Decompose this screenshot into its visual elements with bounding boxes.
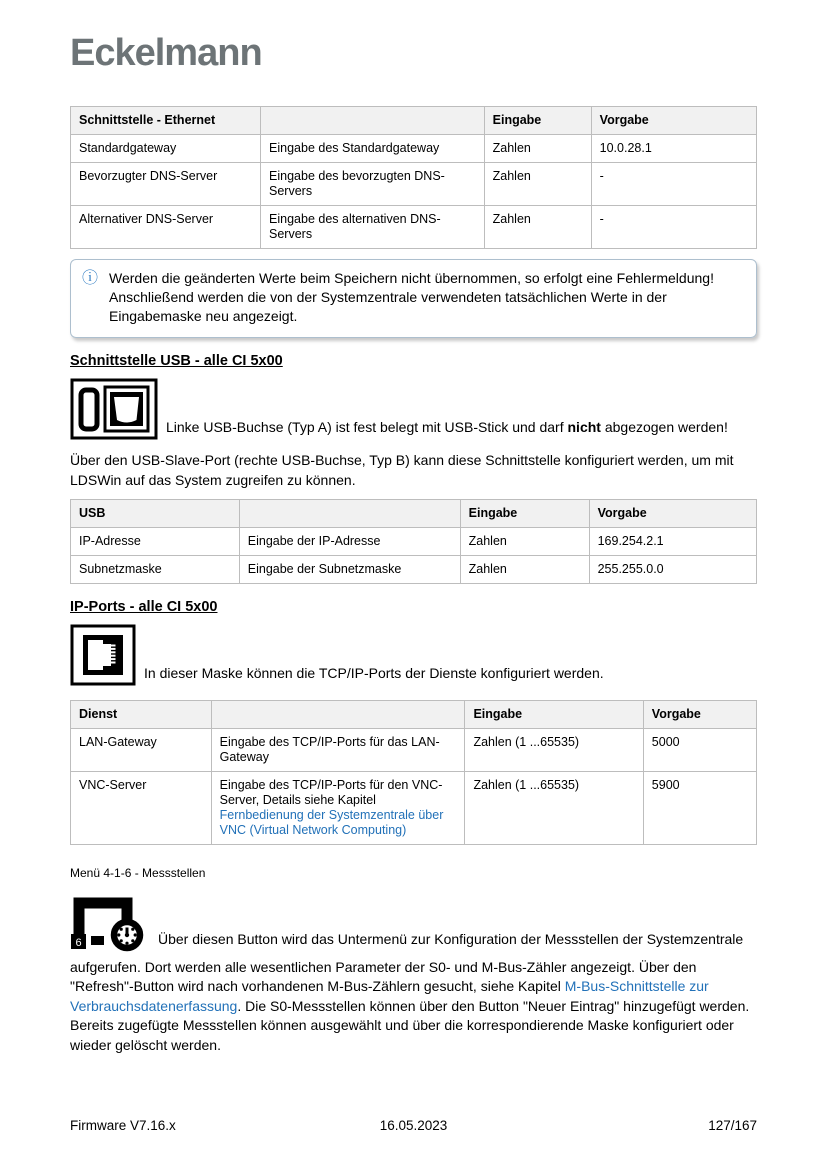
usb-ports-icon <box>70 378 158 445</box>
info-note-text: Werden die geänderten Werte beim Speichern nicht übernommen, so erfolgt eine Fehlermeldung! Anschließend werden die von der Systemzentrale verwendeten tatsächlichen Werte in der Eingabemaske neu angezeigt. <box>109 270 714 324</box>
table-cell: Subnetzmaske <box>71 556 240 584</box>
page-footer <box>70 1118 757 1133</box>
ipports-intro-line <box>70 624 757 691</box>
table-cell: Eingabe des alternativen DNS-Servers <box>261 206 485 249</box>
usb-section-heading: Schnittstelle USB - alle CI 5x00 <box>70 353 283 369</box>
table-cell: Eingabe der Subnetzmaske <box>239 556 460 584</box>
table-row <box>71 772 757 845</box>
usb-settings-table <box>70 499 757 584</box>
table-cell: Bevorzugter DNS-Server <box>71 163 261 206</box>
ethernet-port-icon <box>70 624 136 691</box>
usb-note-bold: nicht <box>567 419 601 435</box>
ipports-section-heading: IP-Ports - alle CI 5x00 <box>70 599 218 615</box>
table-cell: Zahlen <box>484 163 591 206</box>
column-header <box>211 701 465 729</box>
column-header: Vorgabe <box>643 701 756 729</box>
vnc-chapter-link[interactable]: Fernbedienung der Systemzentrale über VNC (Virtual Network Computing) <box>219 808 444 837</box>
column-header: Eingabe <box>460 500 589 528</box>
table-cell: Eingabe des TCP/IP-Ports für das LAN-Gateway <box>211 729 465 772</box>
table-cell: Eingabe der IP-Adresse <box>239 528 460 556</box>
column-header: Eingabe <box>484 107 591 135</box>
usb-paragraph: Über den USB-Slave-Port (rechte USB-Buchse, Typ B) kann diese Schnittstelle konfiguriert werden, um mit LDSWin auf das System zugreifen zu können. <box>70 452 734 488</box>
table-cell: 255.255.0.0 <box>589 556 756 584</box>
column-header: Vorgabe <box>591 107 756 135</box>
table-cell: LAN-Gateway <box>71 729 212 772</box>
table-cell: IP-Adresse <box>71 528 240 556</box>
footer-date: 16.05.2023 <box>379 1118 448 1133</box>
table-cell: VNC-Server <box>71 772 212 845</box>
ipports-intro-text: In dieser Maske können die TCP/IP-Ports der Dienste konfiguriert werden. <box>144 665 604 681</box>
table-row <box>71 206 757 249</box>
meter-badge-number: 6 <box>75 937 82 949</box>
messstellen-text-1: Über diesen Button wird das Untermenü zur Konfiguration der Messstellen der Systemzentrale aufgerufen. Dort werden alle wesentlichen Parameter der S0- und M-Bus-Zähler angezeigt. Über den "Refresh"-Button wird nach vorhandenen M-Bus-Zählern gesucht, siehe Kapitel <box>70 931 744 994</box>
menu-caption: Menü 4-1-6 - Messstellen <box>70 866 206 880</box>
eckelmann-logo: Eckelmann <box>70 32 262 74</box>
table-cell: 10.0.28.1 <box>591 135 756 163</box>
table-cell: Eingabe des Standardgateway <box>261 135 485 163</box>
table-cell: Zahlen (1 ...65535) <box>465 729 643 772</box>
column-header: Vorgabe <box>589 500 756 528</box>
table-cell <box>211 772 465 845</box>
table-header-row <box>71 107 757 135</box>
table-row <box>71 729 757 772</box>
table-cell: Zahlen <box>484 135 591 163</box>
table-row <box>71 135 757 163</box>
usb-note-line <box>70 378 757 445</box>
table-cell: 169.254.2.1 <box>589 528 756 556</box>
footer-page-number: 127/167 <box>708 1118 757 1133</box>
table-header-row <box>71 500 757 528</box>
usb-note-before: Linke USB-Buchse (Typ A) ist fest belegt mit USB-Stick und darf <box>166 419 568 435</box>
meter-gauge-icon <box>70 894 150 958</box>
column-header <box>239 500 460 528</box>
table-cell: 5000 <box>643 729 756 772</box>
table-cell: 5900 <box>643 772 756 845</box>
table-cell: Zahlen <box>484 206 591 249</box>
column-header: Schnittstelle - Ethernet <box>71 107 261 135</box>
info-note-box <box>70 259 757 338</box>
ethernet-settings-table <box>70 106 757 249</box>
vnc-description-text: Eingabe des TCP/IP-Ports für den VNC-Server, Details siehe Kapitel <box>219 778 443 807</box>
usb-note-after: abgezogen werden! <box>600 419 728 435</box>
table-cell: Zahlen <box>460 556 589 584</box>
info-icon: ⓘ <box>82 270 99 287</box>
table-cell: Zahlen <box>460 528 589 556</box>
table-cell: Zahlen (1 ...65535) <box>465 772 643 845</box>
table-cell: - <box>591 206 756 249</box>
table-header-row <box>71 701 757 729</box>
table-row <box>71 556 757 584</box>
table-row <box>71 163 757 206</box>
messstellen-paragraph <box>70 894 757 1055</box>
ipports-table <box>70 700 757 845</box>
table-cell: - <box>591 163 756 206</box>
column-header: Eingabe <box>465 701 643 729</box>
mbus-chapter-link[interactable]: M-Bus-Schnittstelle zur Verbrauchsdatenerfassung <box>70 978 709 1014</box>
column-header: Dienst <box>71 701 212 729</box>
column-header: USB <box>71 500 240 528</box>
table-row <box>71 528 757 556</box>
table-cell: Eingabe des bevorzugten DNS-Servers <box>261 163 485 206</box>
table-cell: Standardgateway <box>71 135 261 163</box>
messstellen-text-2: . Die S0-Messstellen können über den Button "Neuer Eintrag" hinzugefügt werden. Bereits zugefügte Messstellen können ausgewählt und über die korrespondierende Maske konfiguriert oder wieder gelöscht werden. <box>70 997 750 1053</box>
table-cell: Alternativer DNS-Server <box>71 206 261 249</box>
footer-firmware-version: Firmware V7.16.x <box>70 1118 176 1133</box>
column-header <box>261 107 485 135</box>
